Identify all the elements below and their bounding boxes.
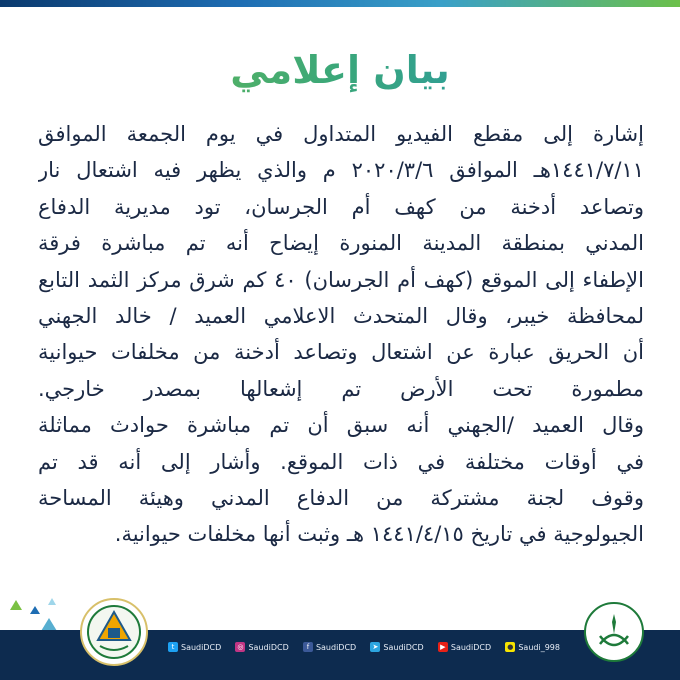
youtube-handle[interactable] <box>438 642 491 652</box>
snapchat-icon: ● <box>507 643 514 651</box>
page-title: بيان إعلامي <box>0 40 680 100</box>
youtube-icon: ▶ <box>438 642 448 652</box>
body-line: المدني بمنطقة المدينة المنورة إيضاح أنه تم مباشرة فرقة <box>38 231 644 256</box>
saudi-emblem-logo <box>584 602 644 662</box>
body-line: وتصاعد أدخنة من كهف أم الجرسان، تود مديرية الدفاع <box>38 194 644 219</box>
body-line: ١٤٤١/٧/١١هـ الموافق ٢٠٢٠/٣/٦ م والذي يظهر فيه اشتعال نار <box>38 158 644 183</box>
telegram-handle[interactable] <box>370 642 423 652</box>
handle-text: SaudiDCD <box>315 642 357 652</box>
civil-defense-logo <box>80 598 148 666</box>
body-line: في أوقات مختلفة في ذات الموقع. وأشار إلى أنه قد تم <box>38 449 644 474</box>
telegram-icon: ➤ <box>370 642 380 652</box>
twitter-icon: t <box>168 642 178 652</box>
handle-text: SaudiDCD <box>181 642 222 652</box>
body-line: وقال العميد /الجهني أنه سبق أن تم مباشرة حوادث مماثلة <box>38 413 644 438</box>
handle-text: SaudiDCD <box>248 642 289 652</box>
social-handles <box>168 640 560 654</box>
body-line: مطمورة تحت الأرض تم إشعالها بمصدر خارجي. <box>38 376 644 401</box>
body-line: إشارة إلى مقطع الفيديو المتداول في يوم الجمعة الموافق <box>38 122 644 146</box>
handle-text: SaudiDCD <box>450 642 492 652</box>
instagram-handle[interactable] <box>235 642 288 652</box>
body-line: الإطفاء إلى الموقع (كهف أم الجرسان) ٤٠ كم شرق مركز الثمد التابع <box>38 267 644 292</box>
body-line: أن الحريق عبارة عن اشتعال وتصاعد أدخنة من مخلفات حيوانية <box>38 340 644 365</box>
statement-body <box>38 116 644 553</box>
top-accent-bar <box>0 0 680 7</box>
twitter-handle[interactable] <box>168 642 221 652</box>
snapchat-handle[interactable] <box>505 642 560 652</box>
body-line: الجيولوجية في تاريخ ١٤٤١/٤/١٥ هـ وثبت أنها مخلفات حيوانية. <box>114 522 644 547</box>
facebook-icon: f <box>303 642 313 652</box>
instagram-icon: ◎ <box>237 643 244 651</box>
handle-text: SaudiDCD <box>383 642 424 652</box>
handle-text: Saudi_998 <box>518 642 560 652</box>
body-line: وقوف لجنة مشتركة من الدفاع المدني وهيئة المساحة <box>38 485 644 510</box>
body-line: لمحافظة خيبر، وقال المتحدث الاعلامي العميد / خالد الجهني <box>38 303 644 328</box>
facebook-handle[interactable] <box>303 642 356 652</box>
